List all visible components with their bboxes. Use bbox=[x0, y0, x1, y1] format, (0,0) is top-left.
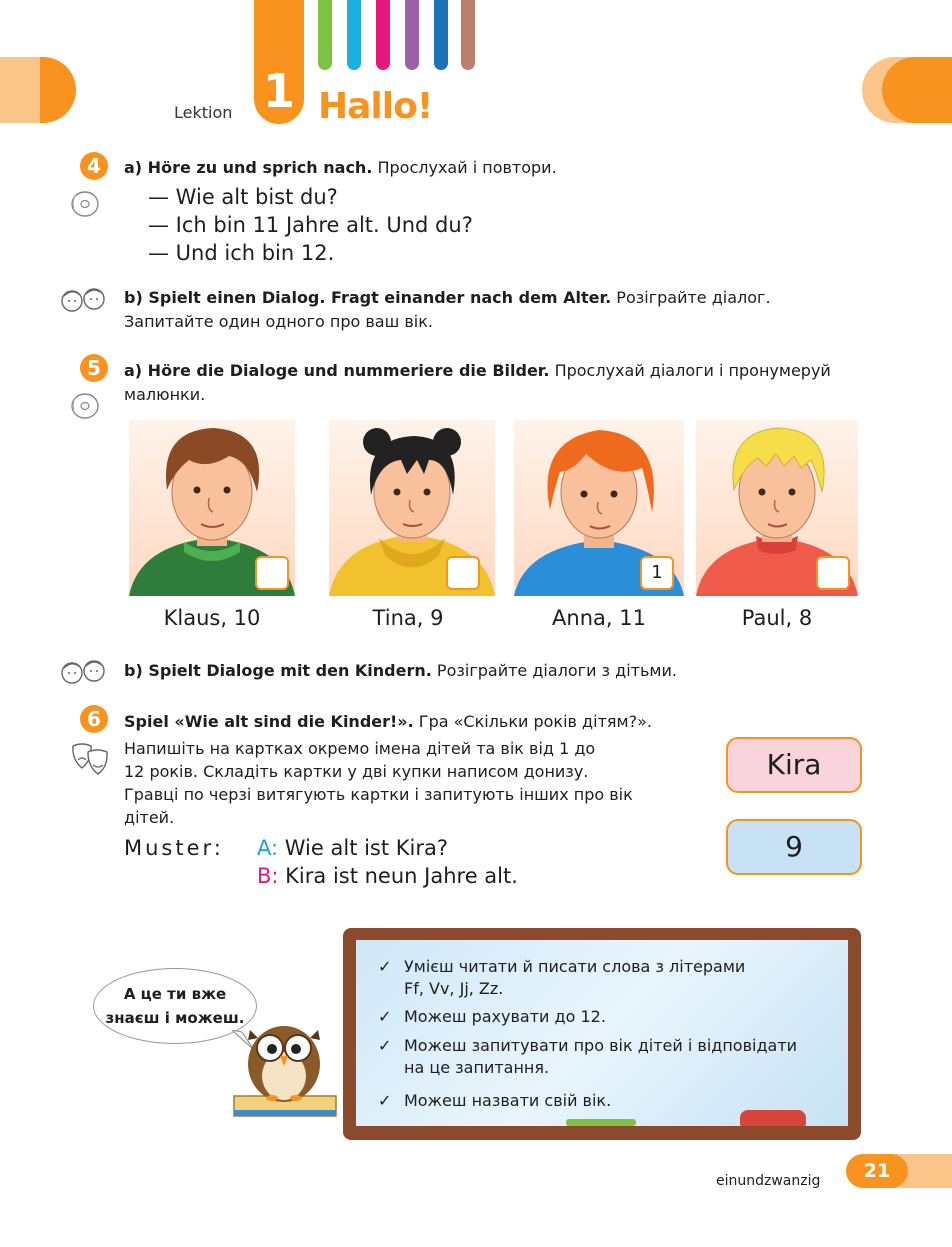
picture-label-klaus: Klaus, 10 bbox=[163, 606, 261, 630]
lektion-word: Lektion bbox=[174, 103, 233, 122]
header-tab-right bbox=[882, 57, 952, 123]
summary-item-text: Можеш назвати свій вік. bbox=[404, 1091, 612, 1110]
pencil-green bbox=[318, 0, 332, 70]
sponge-icon bbox=[740, 1110, 806, 1126]
ex5b-instruction-de: b) Spielt Dialoge mit den Kindern. bbox=[124, 661, 432, 680]
speaker-b-text: Kira ist neun Jahre alt. bbox=[278, 864, 518, 888]
ex6-description-line: Гравці по черзі витягують картки і запитують інших про вік bbox=[124, 785, 633, 804]
pencil-cyan bbox=[347, 0, 361, 70]
muster-line-a bbox=[257, 834, 448, 862]
page-number: 21 bbox=[846, 1154, 908, 1188]
header-tab-left-light bbox=[0, 57, 40, 123]
card-age: 9 bbox=[726, 819, 862, 875]
ex6-description-line: дітей. bbox=[124, 808, 175, 827]
dialog-line: — Und ich bin 12. bbox=[148, 241, 335, 265]
speech-line: знаєш і можеш. bbox=[105, 1009, 245, 1027]
ex6-title bbox=[124, 710, 652, 734]
pencil-purple bbox=[405, 0, 419, 70]
speaker-a-label: A: bbox=[257, 836, 279, 860]
cd-audio-icon bbox=[70, 390, 100, 420]
dialog-line: — Ich bin 11 Jahre alt. Und du? bbox=[148, 213, 473, 237]
ex4a-instruction-ua: Прослухай і повтори. bbox=[372, 158, 557, 177]
ex6-description-line: Напишіть на картках окремо імена дітей та вік від 1 до bbox=[124, 739, 596, 758]
summary-item-text: Ff, Vv, Jj, Zz. bbox=[404, 979, 504, 998]
check-icon: ✓ bbox=[378, 1007, 392, 1026]
ex4a-instruction-de: a) Höre zu und sprich nach. bbox=[124, 158, 373, 177]
chalk-icon bbox=[566, 1119, 636, 1126]
pencil-blue bbox=[434, 0, 448, 70]
speaker-b-label: B: bbox=[257, 864, 279, 888]
summary-item-text: Можеш запитувати про вік дітей і відповідати bbox=[404, 1036, 798, 1055]
summary-item-text: Умієш читати й писати слова з літерами bbox=[404, 957, 746, 976]
ex6-description bbox=[124, 737, 672, 829]
ex6-description-line: 12 років. Складіть картки у дві купки написом донизу. bbox=[124, 762, 589, 781]
ex5a-instruction bbox=[124, 359, 864, 407]
number-box-klaus[interactable] bbox=[255, 556, 289, 590]
summary-item bbox=[378, 1006, 854, 1028]
summary-item bbox=[378, 1090, 854, 1112]
ex5a-instruction-ua: Прослухай діалоги і пронумеруй bbox=[549, 361, 831, 380]
picture-label-paul: Paul, 8 bbox=[741, 606, 813, 630]
card-name-kira: Kira bbox=[726, 737, 862, 793]
owl-on-book-icon bbox=[228, 1016, 340, 1122]
ex6-title-ua: Гра «Скільки років дітям?». bbox=[413, 712, 652, 731]
ex5b-instruction bbox=[124, 659, 677, 683]
summary-item-text: Можеш рахувати до 12. bbox=[404, 1007, 606, 1026]
exercise-number-5: 5 bbox=[80, 354, 108, 382]
ex5b-instruction-ua: Розіграйте діалоги з дітьми. bbox=[431, 661, 677, 680]
dialog-line: — Wie alt bist du? bbox=[148, 185, 338, 209]
check-icon: ✓ bbox=[378, 1036, 392, 1055]
number-box-anna[interactable]: 1 bbox=[640, 556, 674, 590]
speech-line: А це ти вже bbox=[123, 985, 227, 1003]
pencil-pink bbox=[376, 0, 390, 70]
speaker-a-text: Wie alt ist Kira? bbox=[278, 836, 449, 860]
summary-item bbox=[378, 956, 854, 1000]
lesson-title: Hallo! bbox=[318, 86, 433, 127]
ex4b-instruction bbox=[124, 286, 864, 334]
ex5a-instruction-de: a) Höre die Dialoge und nummeriere die Bilder. bbox=[124, 361, 550, 380]
ex6-title-de: Spiel «Wie alt sind die Kinder!». bbox=[124, 712, 414, 731]
summary-item bbox=[378, 1035, 854, 1079]
exercise-number-6: 6 bbox=[80, 705, 108, 733]
muster-line-b bbox=[257, 862, 518, 890]
cd-audio-icon bbox=[70, 188, 100, 218]
muster-label: Muster: bbox=[124, 836, 224, 860]
pencil-brown bbox=[461, 0, 475, 70]
picture-label-tina: Tina, 9 bbox=[372, 606, 444, 630]
summary-item-text: на це запитання. bbox=[404, 1058, 550, 1077]
number-box-paul[interactable] bbox=[816, 556, 850, 590]
ex4-dialog bbox=[148, 183, 473, 267]
check-icon: ✓ bbox=[378, 1091, 392, 1110]
ex4a-instruction bbox=[124, 156, 557, 180]
pair-work-icon bbox=[58, 286, 112, 314]
ex4b-instruction-line2: Запитайте один одного про ваш вік. bbox=[124, 312, 433, 331]
ex4b-instruction-de: b) Spielt einen Dialog. Fragt einander nach dem Alter. bbox=[124, 288, 612, 307]
pair-work-icon bbox=[58, 658, 112, 686]
lesson-number: 1 bbox=[262, 64, 295, 118]
exercise-number-4: 4 bbox=[80, 152, 108, 180]
picture-label-anna: Anna, 11 bbox=[552, 606, 646, 630]
number-box-tina[interactable] bbox=[446, 556, 480, 590]
ex4b-instruction-ua: Розіграйте діалог. bbox=[611, 288, 771, 307]
check-icon: ✓ bbox=[378, 957, 392, 976]
theatre-masks-icon bbox=[70, 740, 110, 780]
ex5a-instruction-line2: малюнки. bbox=[124, 385, 206, 404]
page-number-word: einundzwanzig bbox=[716, 1173, 821, 1189]
